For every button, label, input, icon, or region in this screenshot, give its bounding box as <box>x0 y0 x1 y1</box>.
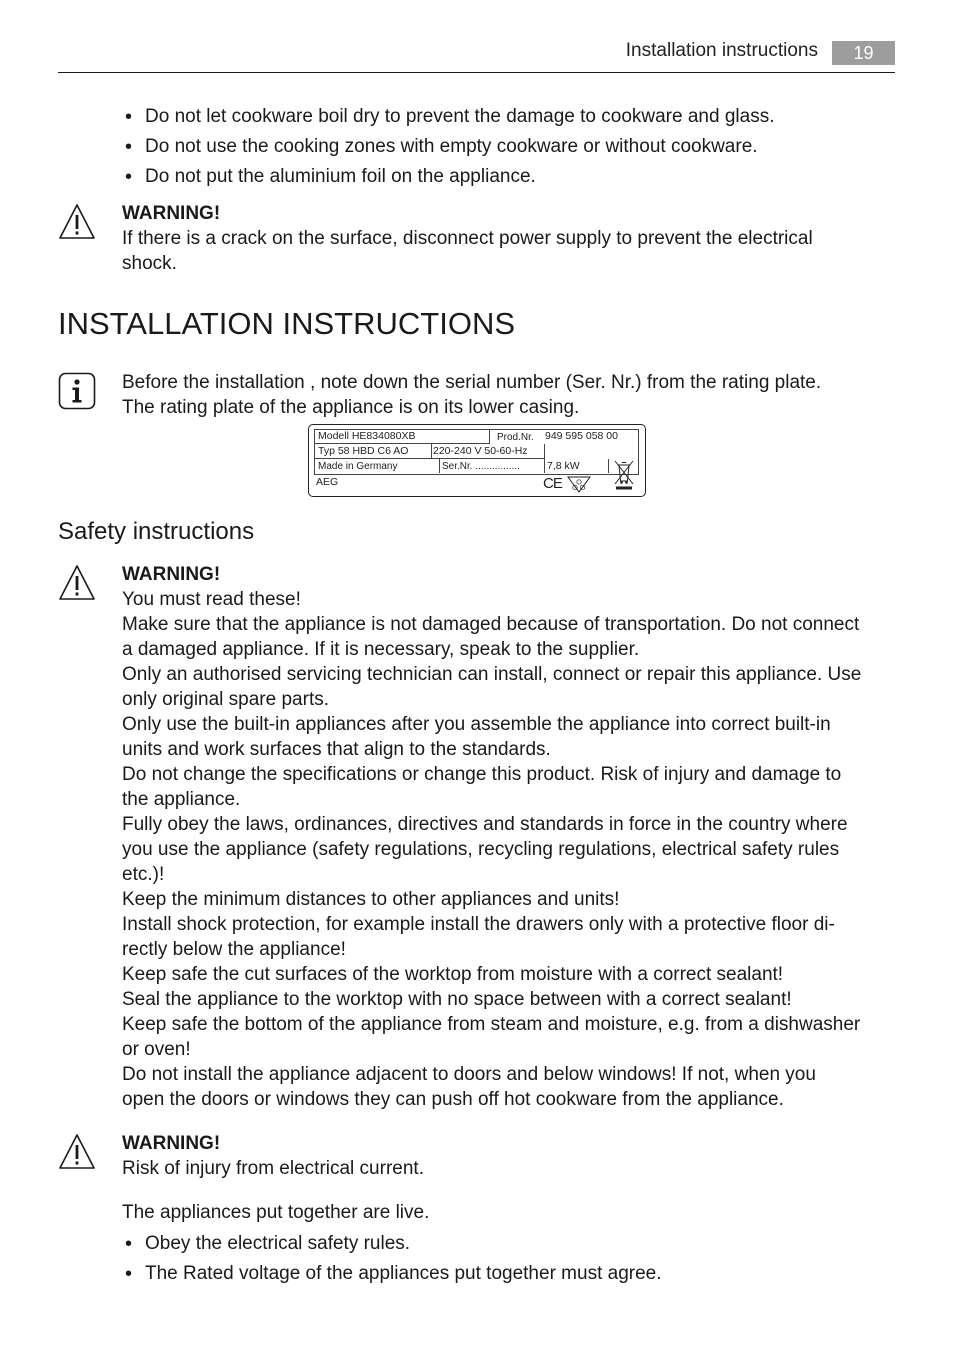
warning-block-1 <box>122 201 892 276</box>
rating-plate <box>308 424 646 497</box>
warning-text: shock. <box>122 253 177 274</box>
warning-text: Make sure that the appliance is not damaged because of transportation. Do not connect <box>122 614 860 635</box>
plate-model: Modell HE834080XB <box>318 430 416 442</box>
warning-text: Keep the minimum distances to other appliances and units! <box>122 889 620 910</box>
plate-prodnr-label: Prod.Nr. <box>497 432 534 443</box>
warning-title: WARNING! <box>122 1133 221 1154</box>
bottom-bullet-list <box>122 1229 662 1289</box>
warning-triangle-icon <box>58 564 96 602</box>
weee-bin-icon <box>612 459 636 491</box>
warning-text: Only use the built-in appliances after you assemble the appliance into correct built-in <box>122 714 831 735</box>
warning-text: open the doors or windows they can push off hot cookware from the appliance. <box>122 1089 784 1110</box>
warning-text: Install shock protection, for example install the drawers only with a protective floor di- <box>122 914 835 935</box>
info-block <box>122 370 892 420</box>
ce-mark: CE <box>543 475 562 492</box>
plate-made-in: Made in Germany <box>318 461 398 472</box>
info-text: The rating plate of the appliance is on its lower casing. <box>122 397 580 418</box>
page-header <box>58 38 895 73</box>
warning-text: If there is a crack on the surface, disconnect power supply to prevent the electrical <box>122 228 813 249</box>
section-title: INSTALLATION INSTRUCTIONS <box>58 306 516 341</box>
warning-text: rectly below the appliance! <box>122 939 346 960</box>
warning-text: Keep safe the bottom of the appliance from steam and moisture, e.g. from a dishwasher <box>122 1014 861 1035</box>
warning-text: Risk of injury from electrical current. <box>122 1158 424 1179</box>
header-title: Installation instructions <box>625 40 818 61</box>
warning-text: a damaged appliance. If it is necessary, speak to the supplier. <box>122 639 640 660</box>
list-item: • Do not let cookware boil dry to prevent the damage to cookware and glass. <box>122 102 774 132</box>
list-item: • Obey the electrical safety rules. <box>122 1229 662 1259</box>
warning-title: WARNING! <box>122 203 221 224</box>
warning-triangle-icon <box>58 1133 96 1171</box>
plate-type: Typ 58 HBD C6 AO <box>318 445 409 457</box>
vde-mark-icon <box>565 475 593 494</box>
warning-text: Seal the appliance to the worktop with no space between with a correct sealant! <box>122 989 792 1010</box>
page-number: 19 <box>832 41 895 65</box>
warning-text: Fully obey the laws, ordinances, directives and standards in force in the country where <box>122 814 848 835</box>
warning-triangle-icon <box>58 203 96 241</box>
warning-text: Do not install the appliance adjacent to doors and below windows! If not, when you <box>122 1064 816 1085</box>
warning-text: Keep safe the cut surfaces of the worktop from moisture with a correct sealant! <box>122 964 784 985</box>
list-item: • Do not use the cooking zones with empty cookware or without cookware. <box>122 132 774 162</box>
warning-text: you use the appliance (safety regulations, recycling regulations, electrical safety rules <box>122 839 840 860</box>
warning-text: only original spare parts. <box>122 689 329 710</box>
warning-text: Do not change the specifications or change this product. Risk of injury and damage to <box>122 764 842 785</box>
info-icon <box>58 372 96 410</box>
warning-text: You must read these! <box>122 589 301 610</box>
warning-text: Only an authorised servicing technician can install, connect or repair this appliance. Use <box>122 664 862 685</box>
warning-text: the appliance. <box>122 789 241 810</box>
info-text: Before the installation , note down the serial number (Ser. Nr.) from the rating plate. <box>122 372 822 393</box>
warning-text: units and work surfaces that align to the standards. <box>122 739 551 760</box>
subsection-title: Safety instructions <box>58 518 255 545</box>
plate-power: 7,8 kW <box>547 460 580 472</box>
plate-sernr: Ser.Nr. ................ <box>442 461 520 472</box>
warning-text: or oven! <box>122 1039 191 1060</box>
plate-prodnr-value: 949 595 058 00 <box>545 430 618 442</box>
warning-text: etc.)! <box>122 864 165 885</box>
warning-title: WARNING! <box>122 564 221 585</box>
list-item: • Do not put the aluminium foil on the appliance. <box>122 162 774 192</box>
plate-voltage: 220-240 V 50-60-Hz <box>433 445 528 457</box>
top-bullet-list <box>122 102 774 192</box>
plate-brand: AEG <box>316 476 339 488</box>
warning-text: The appliances put together are live. <box>122 1202 430 1223</box>
list-item: • The Rated voltage of the appliances put together must agree. <box>122 1259 662 1289</box>
warning-block-3 <box>122 1131 892 1225</box>
warning-block-2 <box>122 562 892 1112</box>
